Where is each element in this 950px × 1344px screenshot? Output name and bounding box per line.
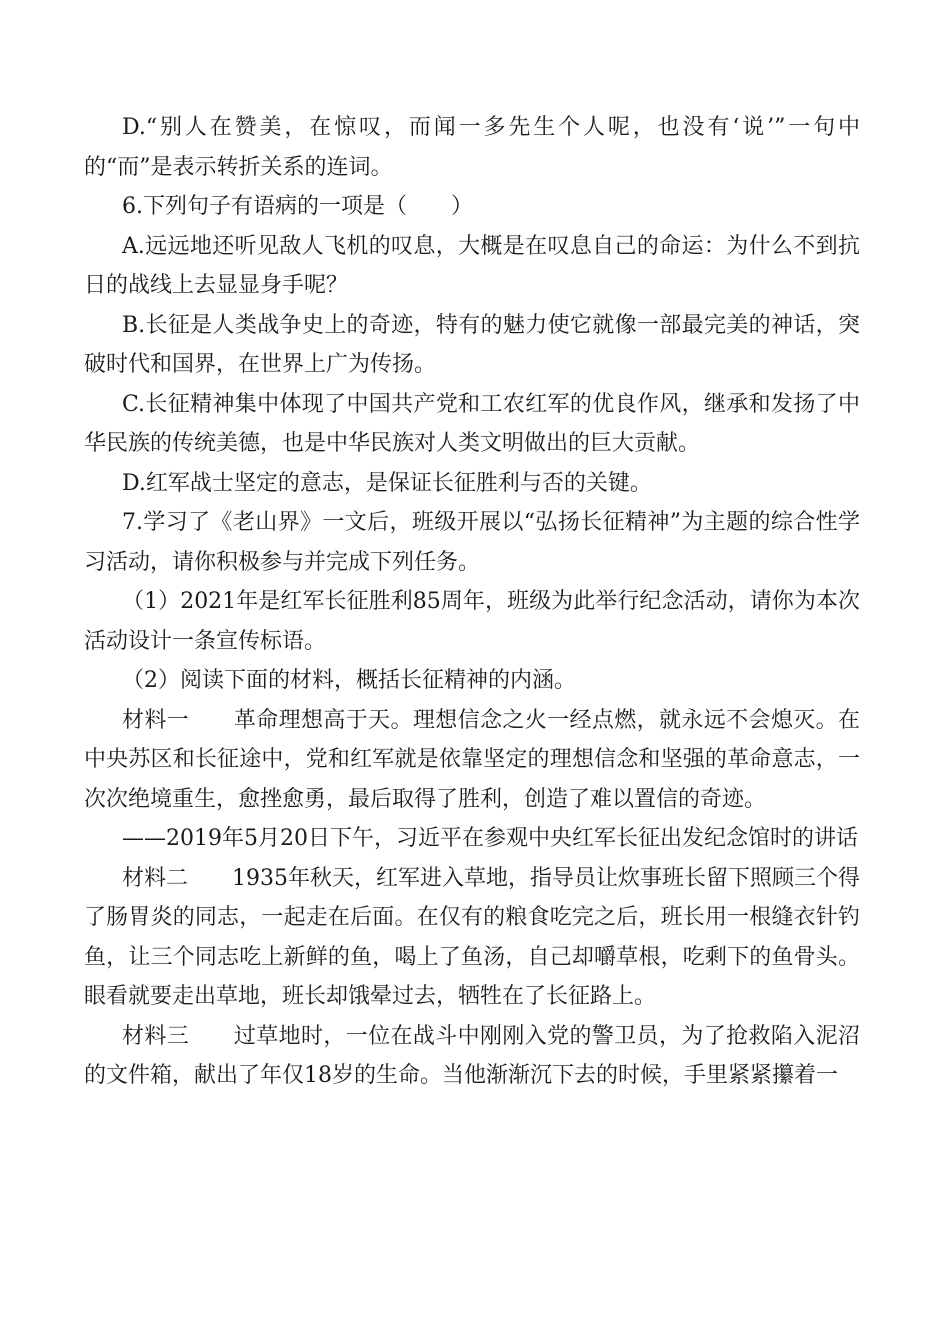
material-1-source: ——2019年5月20日下午，习近平在参观中央红军长征出发纪念馆时的讲话	[122, 826, 858, 851]
question-7-stem: 7.学习了《老山界》一文后，班级开展以“弘扬长征精神”为主题的综合性学习活动，请你积极参与并完成下列任务。	[84, 510, 860, 575]
option-b-question-6: B.长征是人类战争史上的奇迹，特有的魅力使它就像一部最完美的神话，突破时代和国界，在世界上广为传扬。	[84, 312, 860, 377]
option-a-question-6: A.远远地还听见敌人飞机的叹息，大概是在叹息自己的命运：为什么不到抗日的战线上去显显身手呢？	[84, 233, 860, 298]
material-1: 材料一 革命理想高于天。理想信念之火一经点燃，就永远不会熄灭。在中央苏区和长征途中，党和红军就是依靠坚定的理想信念和坚强的革命意志，一次次绝境重生，愈挫愈勇，最后取得了胜利，创造了难以置信的奇迹。	[84, 707, 860, 812]
task-1: （1）2021年是红军长征胜利85周年，班级为此举行纪念活动，请你为本次活动设计一条宣传标语。	[84, 589, 860, 654]
task-2: （2）阅读下面的材料，概括长征精神的内涵。	[122, 668, 576, 693]
document-body	[84, 108, 860, 1096]
option-d-question-6: D.红军战士坚定的意志，是保证长征胜利与否的关键。	[122, 470, 652, 496]
question-6-stem: 6.下列句子有语病的一项是（ ）	[122, 194, 473, 219]
option-d-question-5: D.“别人在赞美，在惊叹，而闻一多先生个人呢，也没有‘说’”一句中的“而”是表示转折关系的连词。	[84, 115, 860, 180]
option-c-question-6: C.长征精神集中体现了中国共产党和工农红军的优良作风，继承和发扬了中华民族的传统美德，也是中华民族对人类文明做出的巨大贡献。	[84, 391, 860, 456]
material-3: 材料三 过草地时，一位在战斗中刚刚入党的警卫员，为了抢救陷入泥沼的文件箱，献出了年仅18岁的生命。当他渐渐沉下去的时候，手里紧紧攥着一	[84, 1023, 860, 1088]
material-2: 材料二 1935年秋天，红军进入草地，指导员让炊事班长留下照顾三个得了肠胃炎的同志，一起走在后面。在仅有的粮食吃完之后，班长用一根缝衣针钓鱼，让三个同志吃上新鲜的鱼，喝上了鱼汤，自己却嚼草根，吃剩下的鱼骨头。眼看就要走出草地，班长却饿晕过去，牺牲在了长征路上。	[84, 865, 860, 1009]
